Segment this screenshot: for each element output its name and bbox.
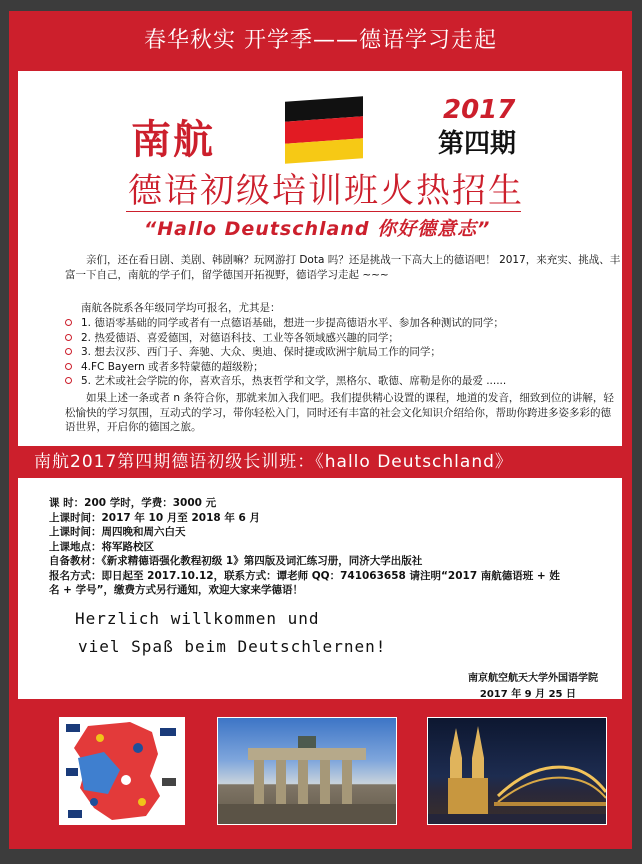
bullet-icon <box>65 363 72 370</box>
welcome-line-2: viel Spaß beim Deutschlernen! <box>78 637 387 656</box>
eligibility-heading: 南航各院系各年级同学均可报名，尤其是： <box>81 302 281 314</box>
year-label: 2017 <box>443 95 516 125</box>
slogan: “Hallo Deutschland 你好德意志” <box>144 218 491 240</box>
brand-title: 南航 <box>131 117 215 163</box>
german-flag-icon <box>285 96 363 163</box>
detail-row: 报名方式：即日起至 2017.10.12，联系方式：谭老师 QQ：741063658 请注明“2017 南航德语班 + 姓 <box>49 569 560 582</box>
germany-map-image <box>59 717 185 825</box>
headline-divider <box>126 211 521 212</box>
bullet-icon <box>65 348 72 355</box>
detail-row: 自备教材：《新求精德语强化教程初级 1》第四版及词汇练习册，同济大学出版社 <box>49 555 423 567</box>
bullet-icon <box>65 334 72 341</box>
issue-label: 第四期 <box>438 129 517 159</box>
list-item: 4.FC Bayern 或者多特蒙德的超级粉； <box>63 360 623 375</box>
bullet-icon <box>65 319 72 326</box>
top-banner: 春华秋实 开学季——德语学习走起 <box>144 28 497 53</box>
detail-row: 课 时：200 学时，学费：3000 元 <box>49 497 217 509</box>
list-item: 2. 热爱德语、喜爱德国，对德语科技、工业等各领域感兴趣的同学； <box>63 331 623 346</box>
intro-paragraph: 亲们，还在看日剧、美剧、韩剧嘛？玩网游打 Dota 吗？还是挑战一下高大上的德语吧！ 2017，来充实、挑战、丰富一下自己，南航的学子们，留学德国开拓视野，德语学习走起 ~~~ <box>65 254 621 281</box>
bullet-icon <box>65 377 72 384</box>
list-item: 1. 德语零基础的同学或者有一点德语基础，想进一步提高德语水平、参加各种测试的同学； <box>63 316 623 331</box>
headline: 德语初级培训班火热招生 <box>128 171 524 211</box>
eligibility-list <box>63 316 623 389</box>
welcome-line-1: Herzlich willkommen und <box>75 609 320 628</box>
signature-org: 南京航空航天大学外国语学院 <box>468 673 598 684</box>
content-panel <box>18 71 622 699</box>
list-item: 5. 艺术或社会学院的你，喜欢音乐，热衷哲学和文学，黑格尔、歌德、席勒是你的最爱 ...... <box>63 374 623 389</box>
cologne-cathedral-image <box>427 717 607 825</box>
poster-frame <box>9 11 632 849</box>
course-title-bar: 南航2017第四期德语初级长训班：《hallo Deutschland》 <box>18 446 622 478</box>
course-details <box>49 496 619 598</box>
list-item: 3. 想去汉莎、西门子、奔驰、大众、奥迪、保时捷或欧洲宇航局工作的同学； <box>63 345 623 360</box>
closing-paragraph: 如果上述一条或者 n 条符合你，那就来加入我们吧。我们提供精心设置的课程，地道的发音，细致到位的讲解，轻松愉快的学习氛围，互动式的学习，带你轻松入门，同时还有丰富的社会文化知识介绍给你，帮助你跨进多姿多彩的德语世界，开启你的德国之旅。 <box>65 392 614 433</box>
detail-row: 名 + 学号”，缴费方式另行通知，欢迎大家来学德语！ <box>49 584 304 596</box>
detail-row: 上课时间：2017 年 10 月至 2018 年 6 月 <box>49 511 260 524</box>
signature-date: 2017 年 9 月 25 日 <box>479 689 576 700</box>
detail-row: 上课地点：将军路校区 <box>49 540 154 553</box>
brandenburg-gate-image <box>217 717 397 825</box>
detail-row: 上课时间：周四晚和周六白天 <box>49 526 186 538</box>
